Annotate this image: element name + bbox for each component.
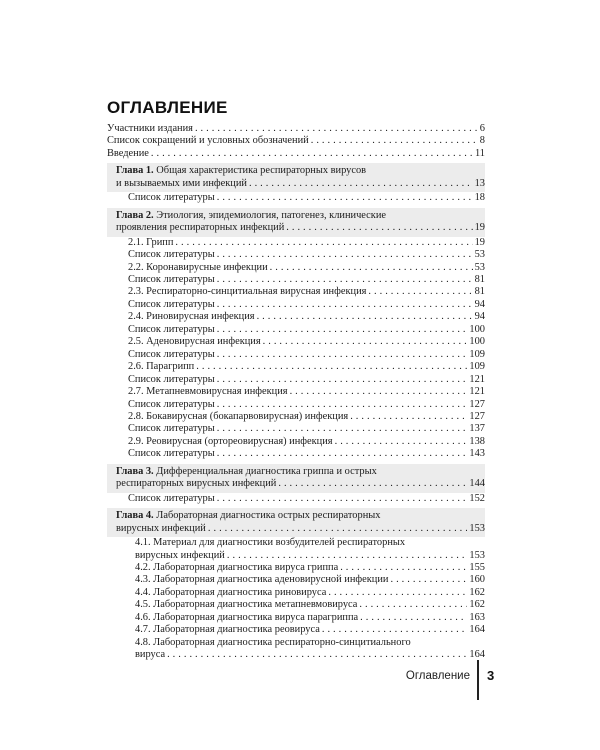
toc-page-number: 81: [474, 273, 485, 285]
toc-entry-label-line1: 4.1. Материал для диагностики возбудителей респираторных: [135, 537, 406, 549]
toc-entry[interactable]: [107, 286, 485, 298]
toc-entry[interactable]: [107, 324, 485, 336]
toc-page-number: 164: [469, 649, 485, 661]
toc-entry-label: 4.6. Лабораторная диагностика вируса парагриппа: [135, 611, 359, 623]
chapter-title-line1: Общая характеристика респираторных вирусов: [156, 165, 367, 177]
toc-entry-label-line2: вирусных инфекций: [135, 549, 225, 561]
toc-entry-label: Список литературы: [128, 423, 215, 435]
chapter-title-line2: вирусных инфекций: [116, 522, 206, 534]
toc-entry-label: 2.2. Коронавирусные инфекции: [128, 261, 268, 273]
toc-entry-label: Список литературы: [128, 192, 215, 204]
toc-page-number: 13: [474, 177, 485, 189]
chapter-title-line1: Этиология, эпидемиология, патогенез, клинические: [156, 209, 387, 221]
toc-page-number: 109: [469, 348, 485, 360]
toc-page-number: 8: [479, 135, 485, 147]
toc-entry[interactable]: [107, 574, 485, 586]
toc-page-number: 153: [469, 549, 485, 561]
toc-entry[interactable]: [107, 374, 485, 386]
toc-entry-label: Список сокращений и условных обозначений: [107, 135, 309, 147]
toc-page-number: 6: [479, 123, 485, 134]
toc-entry-label: 2.7. Метапневмовирусная инфекция: [128, 386, 288, 398]
toc-entry[interactable]: [107, 448, 485, 460]
toc-entry[interactable]: [107, 411, 485, 423]
toc-entry-label: 4.4. Лабораторная диагностика риновируса: [135, 586, 327, 598]
chapter-title-line2: и вызываемых ими инфекций: [116, 177, 247, 189]
toc-page-number: 152: [469, 492, 485, 504]
toc-entry[interactable]: [107, 349, 485, 361]
toc-page-number: 100: [469, 336, 485, 348]
toc-entry[interactable]: [107, 624, 485, 636]
toc-entry-label-line2: вируса: [135, 649, 166, 661]
toc-entry-4-1[interactable]: [107, 537, 485, 562]
toc-entry-4-8[interactable]: [107, 637, 485, 662]
toc-entry-label: Список литературы: [128, 398, 215, 410]
toc-entry[interactable]: [107, 336, 485, 348]
toc-page-number: 127: [469, 410, 485, 422]
toc-page-number: 100: [469, 323, 485, 335]
toc-page-number: 94: [474, 298, 485, 310]
toc-entry-label: 2.3. Респираторно-синцитиальная вирусная инфекция: [128, 286, 367, 298]
toc-entry[interactable]: [107, 299, 485, 311]
toc-entry-label: 2.8. Бокавирусная (бокапарвовирусная) инфекция: [128, 410, 349, 422]
chapter-number: Глава 1.: [116, 165, 154, 177]
toc-entry-label: 4.7. Лабораторная диагностика реовируса: [135, 624, 320, 636]
toc-page-number: 153: [469, 522, 485, 534]
toc-entry[interactable]: [107, 311, 485, 323]
toc-entry[interactable]: [107, 587, 485, 599]
toc-page-number: 144: [469, 478, 485, 490]
footer-divider: [477, 660, 479, 700]
toc-entry-label: Введение: [107, 147, 149, 159]
toc-page-number: 81: [474, 286, 485, 298]
chapter-number: Глава 4.: [116, 510, 154, 522]
toc-entry[interactable]: [107, 249, 485, 261]
running-footer-label: Оглавление: [405, 670, 470, 682]
toc-entry-label: 4.2. Лабораторная диагностика вируса гриппа: [135, 561, 339, 573]
chapter-title-line1: Лабораторная диагностика острых респираторных: [156, 510, 381, 522]
toc-entry-label: Список литературы: [128, 323, 215, 335]
toc-page-number: 19: [474, 236, 485, 248]
toc-entry[interactable]: [107, 423, 485, 435]
chapter-2-heading[interactable]: [107, 208, 485, 237]
toc-page-number: 18: [474, 192, 485, 204]
toc-page-number: 160: [469, 574, 485, 586]
chapter-number: Глава 3.: [116, 465, 154, 477]
toc-entry[interactable]: [107, 262, 485, 274]
toc-page-number: 109: [469, 361, 485, 373]
toc-entry-label: Список литературы: [128, 249, 215, 261]
toc-entry[interactable]: [107, 399, 485, 411]
toc-entry-label: 2.1. Грипп: [128, 236, 174, 248]
toc-page-number: 121: [469, 373, 485, 385]
toc-entry-label: 2.9. Реовирусная (ортореовирусная) инфекция: [128, 435, 333, 447]
chapter-3-heading[interactable]: [107, 464, 485, 493]
toc-page-number: 137: [469, 423, 485, 435]
toc-page-number: 11: [474, 147, 485, 159]
toc-page-number: 162: [469, 599, 485, 611]
toc-entry-participants[interactable]: [107, 123, 485, 135]
toc-entry[interactable]: [107, 192, 485, 204]
toc-entry[interactable]: [107, 436, 485, 448]
toc-entry-introduction[interactable]: [107, 148, 485, 160]
toc-entry-label: Список литературы: [128, 298, 215, 310]
chapter-1-heading[interactable]: [107, 163, 485, 192]
toc-page-number: 53: [474, 249, 485, 261]
toc-page-number: 19: [474, 222, 485, 234]
toc-entry-label: 2.5. Аденовирусная инфекция: [128, 336, 261, 348]
toc-entry-label: 2.6. Парагрипп: [128, 361, 195, 373]
chapter-4-heading[interactable]: [107, 508, 485, 537]
toc-page-number: 164: [469, 624, 485, 636]
table-of-contents: [107, 123, 485, 662]
toc-page-number: 163: [469, 611, 485, 623]
chapter-title-line1: Дифференциальная диагностика гриппа и острых: [156, 465, 377, 477]
toc-entry-label: Список литературы: [128, 273, 215, 285]
toc-entry-label: Список литературы: [128, 448, 215, 460]
toc-entry-label: Список литературы: [128, 373, 215, 385]
chapter-title-line2: проявления респираторных инфекций: [116, 222, 285, 234]
toc-entry-label: Участники издания: [107, 123, 193, 134]
toc-entry[interactable]: [107, 612, 485, 624]
toc-entry-label: 4.3. Лабораторная диагностика аденовирусной инфекции: [135, 574, 389, 586]
toc-entry-label: Список литературы: [128, 348, 215, 360]
toc-entry[interactable]: [107, 493, 485, 505]
toc-entry[interactable]: [107, 274, 485, 286]
toc-entry[interactable]: [107, 562, 485, 574]
toc-entry[interactable]: [107, 237, 485, 249]
toc-entry-label: 2.4. Риновирусная инфекция: [128, 311, 255, 323]
toc-entry-label: 4.5. Лабораторная диагностика метапневмовируса: [135, 599, 358, 611]
toc-page-number: 127: [469, 398, 485, 410]
toc-entry[interactable]: [107, 599, 485, 611]
chapter-number: Глава 2.: [116, 209, 154, 221]
toc-page-number: 162: [469, 586, 485, 598]
toc-entry-label-line1: 4.8. Лабораторная диагностика респираторно-синцитиального: [135, 636, 411, 648]
toc-entry[interactable]: [107, 361, 485, 373]
page-title: ОГЛАВЛЕНИЕ: [107, 98, 228, 117]
toc-page-number: 94: [474, 311, 485, 323]
toc-page-number: 138: [469, 435, 485, 447]
toc-entry-abbreviations[interactable]: [107, 135, 485, 147]
toc-page-number: 155: [469, 561, 485, 573]
toc-entry[interactable]: [107, 386, 485, 398]
toc-page-number: 143: [469, 448, 485, 460]
page-number: 3: [487, 668, 495, 683]
toc-page-number: 121: [469, 386, 485, 398]
toc-page-number: 53: [474, 261, 485, 273]
toc-entry-label: Список литературы: [128, 492, 215, 504]
chapter-title-line2: респираторных вирусных инфекций: [116, 478, 277, 490]
